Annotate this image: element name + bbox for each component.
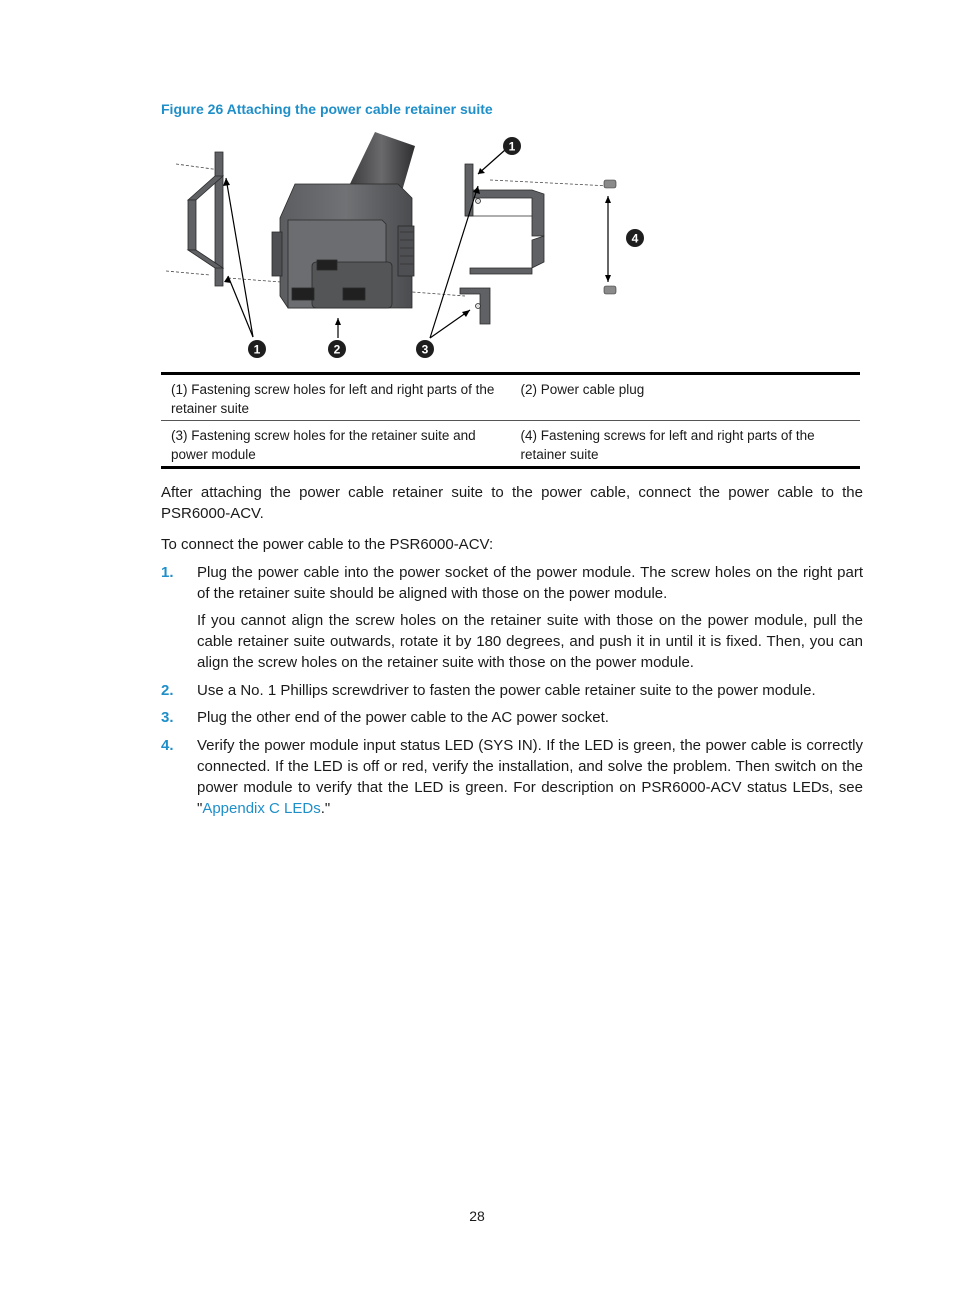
legend-row xyxy=(161,421,860,468)
power-cable-plug xyxy=(272,184,414,308)
step-text: Use a No. 1 Phillips screwdriver to fasten the power cable retainer suite to the power module. xyxy=(197,682,816,699)
svg-text:3: 3 xyxy=(421,342,429,357)
step-note-text: If you cannot align the screw holes on the retainer suite with those on the power module, pull the cable retainer suite outwards, rotate it by 180 degrees, and push it in until it is fixed. Then, you can align the screw holes on the retainer suite with those on the power module. xyxy=(197,612,863,671)
svg-text:2: 2 xyxy=(333,342,341,357)
appendix-c-leds-link[interactable]: Appendix C LEDs xyxy=(202,800,321,817)
page-number: 28 xyxy=(469,1208,485,1224)
figure-title: Figure 26 Attaching the power cable retainer suite xyxy=(161,101,493,117)
legend-row xyxy=(161,374,860,421)
step-text-before-link: Verify the power module input status LED (SYS IN). If the LED is green, the power cable is correctly connected. If the LED is off or red, verify the installation, and solve the problem. Then switch on the power module to verify that the LED is green. For description on PSR6000-ACV status LEDs, see " xyxy=(197,737,863,817)
step-3 xyxy=(161,707,863,728)
step-number: 2. xyxy=(161,682,174,699)
step-2 xyxy=(161,680,863,701)
step-number: 1. xyxy=(161,564,174,581)
procedure-lead-in: To connect the power cable to the PSR6000-ACV: xyxy=(161,536,494,553)
legend-cell: (3) Fastening screw holes for the retainer suite and power module xyxy=(171,428,476,462)
legend-cell: (2) Power cable plug xyxy=(511,374,861,421)
right-retainer-part xyxy=(460,164,544,324)
figure-legend-table xyxy=(161,372,860,469)
left-retainer-part xyxy=(188,152,223,286)
step-text xyxy=(197,735,863,819)
step-1-note xyxy=(161,610,863,673)
intro-paragraph: After attaching the power cable retainer suite to the power cable, connect the power cable to the PSR6000-ACV. xyxy=(161,484,863,522)
step-text: Plug the power cable into the power socket of the power module. The screw holes on the right part of the retainer suite should be aligned with those on the power module. xyxy=(197,564,863,602)
svg-text:1: 1 xyxy=(253,342,261,357)
step-number: 4. xyxy=(161,737,174,754)
step-1 xyxy=(161,562,863,604)
callout-1-right xyxy=(503,137,521,155)
legend-cell: (4) Fastening screws for left and right parts of the retainer suite xyxy=(520,428,815,462)
callout-3 xyxy=(416,340,434,358)
callout-2 xyxy=(328,340,346,358)
callout-1-left xyxy=(248,340,266,358)
svg-text:1: 1 xyxy=(508,139,516,154)
callout-4 xyxy=(626,229,644,247)
svg-text:4: 4 xyxy=(631,231,639,246)
legend-cell: (1) Fastening screw holes for left and right parts of the retainer suite xyxy=(161,374,511,421)
step-text-after-link: ." xyxy=(320,800,331,817)
step-4 xyxy=(161,735,863,819)
step-text: Plug the other end of the power cable to the AC power socket. xyxy=(197,709,609,726)
step-number: 3. xyxy=(161,709,174,726)
retainer-suite-illustration xyxy=(160,128,680,368)
